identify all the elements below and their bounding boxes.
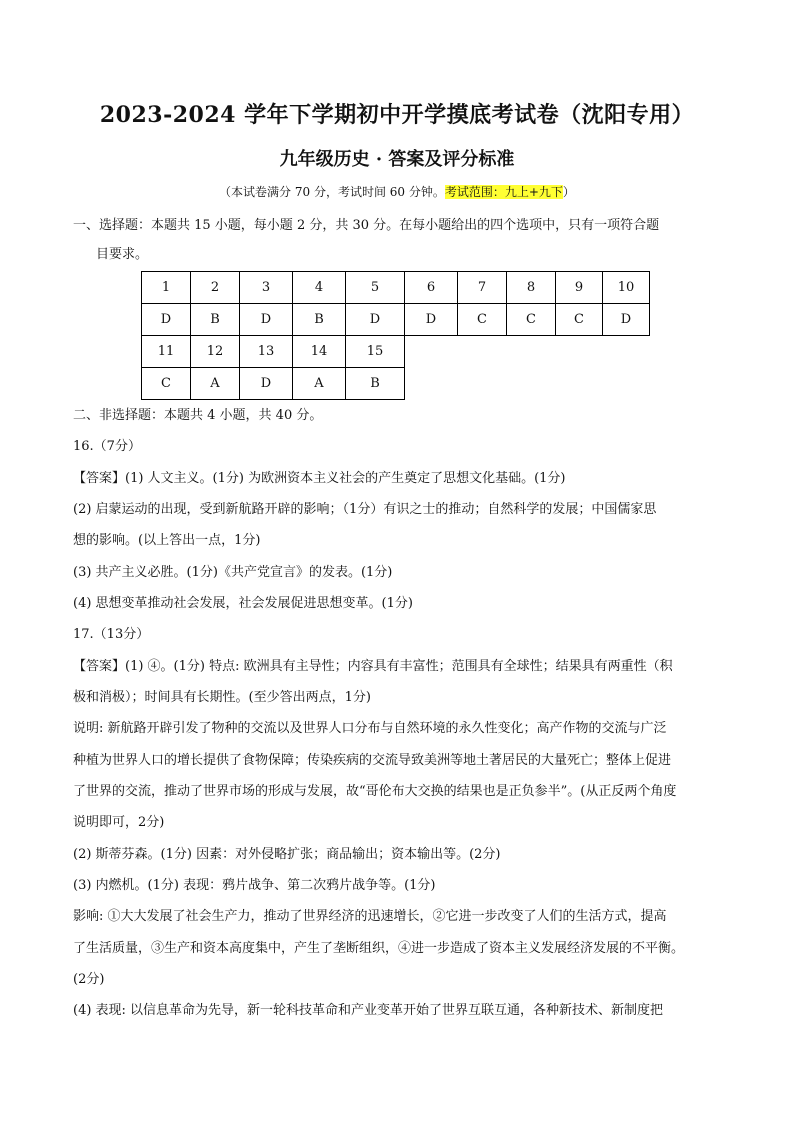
question-number: 15 xyxy=(346,336,405,368)
q17-line: 种植为世界人口的增长提供了食物保障；传染疾病的交流导致美洲等地土著居民的大量死亡；整体上促进 xyxy=(73,753,672,768)
question-number: 7 xyxy=(458,272,507,304)
q17-line: 说明: 新航路开辟引发了物种的交流以及世界人口分布与自然环境的永久性变化；高产作物的交流与广泛 xyxy=(73,721,667,736)
answer-cell: D xyxy=(240,368,293,400)
answer-cell: A xyxy=(191,368,240,400)
q17-line: (3) 内燃机。(1分) 表现：鸦片战争、第二次鸦片战争等。(1分) xyxy=(73,878,436,893)
question-number: 3 xyxy=(240,272,293,304)
question-number: 12 xyxy=(191,336,240,368)
q17-line: 了世界的交流，推动了世界市场的形成与发展，故“哥伦布大交换的结果也是正负参半”。(从正反两个角度 xyxy=(73,784,677,799)
answer-table-1 xyxy=(141,271,650,336)
question-number: 6 xyxy=(405,272,458,304)
page-subtitle: 九年级历史 · 答案及评分标准 xyxy=(279,149,515,170)
answer-cell: C xyxy=(142,368,191,400)
exam-note-suffix: ） xyxy=(562,185,575,199)
question-number: 10 xyxy=(603,272,650,304)
q16-line: 想的影响。(以上答出一点，1分) xyxy=(73,533,261,548)
section2-heading: 二、非选择题：本题共 4 小题，共 40 分。 xyxy=(73,408,323,423)
q17-line: (4) 表现: 以信息革命为先导，新一轮科技革命和产业变革开始了世界互联互通，各种新技术、新制度把 xyxy=(73,1003,664,1018)
q17-line: 【答案】(1) ④。(1分) 特点: 欧洲具有主导性；内容具有丰富性；范围具有全球性；结果具有两重性（积 xyxy=(73,659,673,674)
question-number: 14 xyxy=(293,336,346,368)
table-row-numbers xyxy=(142,272,650,304)
q17-line: 影响: ①大大发展了社会生产力，推动了世界经济的迅速增长，②它进一步改变了人们的生活方式，提高 xyxy=(73,909,667,924)
page-title: 2023-2024 学年下学期初中开学摸底考试卷（沈阳专用） xyxy=(99,102,695,128)
q16-line: (2) 启蒙运动的出现，受到新航路开辟的影响；（1分）有识之士的推动；自然科学的发展；中国儒家思 xyxy=(73,502,657,517)
q16-line: 【答案】(1) 人文主义。(1分) 为欧洲资本主义社会的产生奠定了思想文化基础。(1分) xyxy=(73,471,566,486)
answer-cell: D xyxy=(142,304,191,336)
question-number: 2 xyxy=(191,272,240,304)
answer-cell: D xyxy=(405,304,458,336)
section1-instruction-line1: 一、选择题：本题共 15 小题，每小题 2 分，共 30 分。在每小题给出的四个选项中，只有一项符合题 xyxy=(73,218,660,233)
answer-cell: B xyxy=(346,368,405,400)
answer-cell: C xyxy=(556,304,603,336)
q17-line: 了生活质量，③生产和资本高度集中，产生了垄断组织，④进一步造成了资本主义发展经济发展的不平衡。 xyxy=(73,941,685,956)
q17-title: 17.（13分） xyxy=(73,627,150,642)
answer-cell: D xyxy=(240,304,293,336)
q16-title: 16.（7分） xyxy=(73,439,141,454)
answer-cell: B xyxy=(293,304,346,336)
table-row-numbers xyxy=(142,336,405,368)
question-number: 11 xyxy=(142,336,191,368)
q16-line: (4) 思想变革推动社会发展，社会发展促进思想变革。(1分) xyxy=(73,596,413,611)
answer-cell: B xyxy=(191,304,240,336)
question-number: 8 xyxy=(507,272,556,304)
question-number: 4 xyxy=(293,272,346,304)
question-number: 13 xyxy=(240,336,293,368)
answer-cell: D xyxy=(346,304,405,336)
q16-line: (3) 共产主义必胜。(1分)《共产党宣言》的发表。(1分) xyxy=(73,565,393,580)
answer-cell: D xyxy=(603,304,650,336)
exam-note-prefix: （本试卷满分 70 分，考试时间 60 分钟。 xyxy=(219,185,445,199)
q17-line: 极和消极）；时间具有长期性。(至少答出两点，1分) xyxy=(73,690,371,705)
table-row-answers xyxy=(142,304,650,336)
question-number: 1 xyxy=(142,272,191,304)
answer-cell: C xyxy=(458,304,507,336)
section1-instruction-line2: 目要求。 xyxy=(96,247,149,262)
answer-cell: C xyxy=(507,304,556,336)
table-row-answers xyxy=(142,368,405,400)
q17-line: 说明即可，2分) xyxy=(73,815,165,830)
exam-scope-highlight: 考试范围：九上+九下 xyxy=(444,185,563,199)
answer-cell: A xyxy=(293,368,346,400)
question-number: 5 xyxy=(346,272,405,304)
q17-line: (2分) xyxy=(73,972,105,987)
answer-table-2 xyxy=(141,335,405,400)
exam-note xyxy=(0,183,794,200)
question-number: 9 xyxy=(556,272,603,304)
q17-line: (2) 斯蒂芬森。(1分) 因素：对外侵略扩张；商品输出；资本输出等。(2分) xyxy=(73,847,501,862)
